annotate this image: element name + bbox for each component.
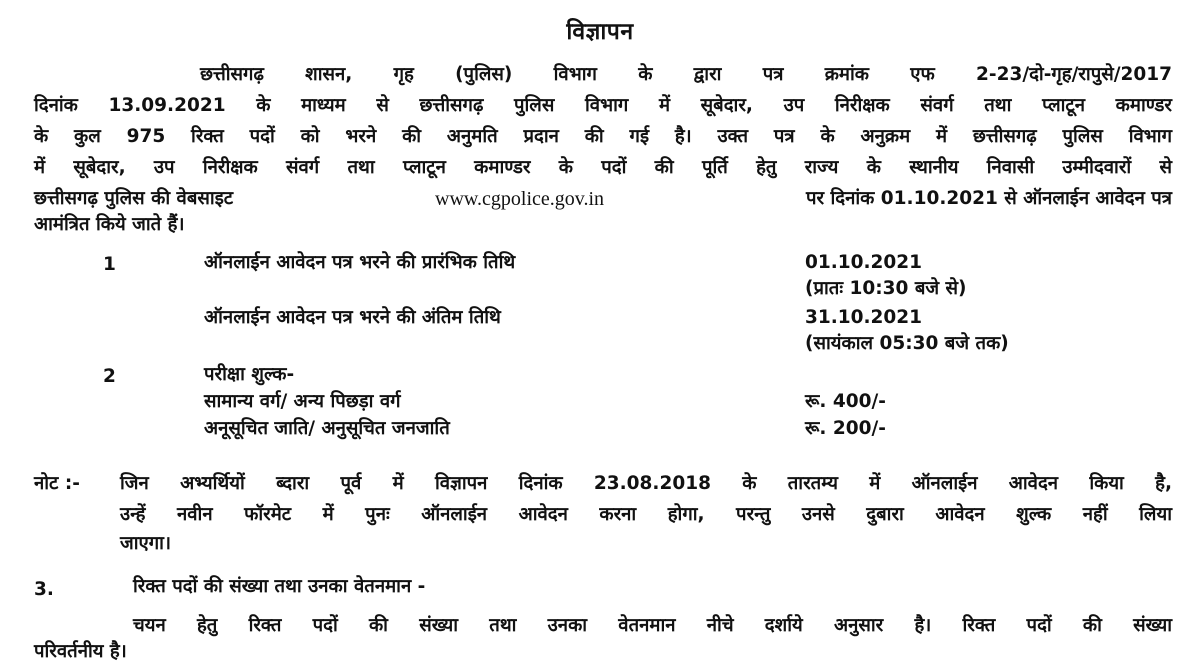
end-time-value: (सायंकाल 05:30 बजे तक) [805, 333, 1009, 354]
fee-general-amount: रू. 400/- [805, 391, 886, 412]
end-date-value: 31.10.2021 [805, 307, 923, 328]
fee-general-label: सामान्य वर्ग/ अन्य पिछड़ा वर्ग [204, 391, 401, 412]
page-title: विज्ञापन [566, 19, 634, 45]
website-url: www.cgpolice.gov.in [435, 188, 605, 210]
note-line-2: उन्हें नवीन फॉरमेट में पुनः ऑनलाईन आवेदन करना होगा, परन्तु उनसे दुबारा आवेदन शुल्क नहीं लिया [120, 504, 1172, 525]
intro-line-1: छत्तीसगढ़ शासन, गृह (पुलिस) विभाग के द्वारा पत्र क्रमांक एफ 2-23/दो-गृह/रापुसे/2017 [200, 64, 1172, 85]
end-date-label: ऑनलाईन आवेदन पत्र भरने की अंतिम तिथि [204, 307, 501, 328]
intro-line-5-after: पर दिनांक 01.10.2021 से ऑनलाईन आवेदन पत्र [805, 188, 1172, 209]
intro-line-5 [34, 184, 1172, 214]
fee-sc-label: अनूसूचित जाति/ अनुसूचित जनजाति [204, 418, 450, 439]
section-3-number: 3. [34, 579, 54, 600]
note-prefix: नोट :- [34, 473, 80, 494]
fee-heading: परीक्षा शुल्क- [204, 364, 295, 385]
item-number-1: 1 [103, 254, 116, 275]
note-line-3: जाएगा। [120, 533, 171, 554]
intro-line-5-before: छत्तीसगढ़ पुलिस की वेबसाइट [34, 188, 234, 209]
section-3-line-1: चयन हेतु रिक्त पदों की संख्या तथा उनका वेतनमान नीचे दर्शाये अनुसार है। रिक्त पदों की संख्या [133, 615, 1172, 636]
note-line-1: जिन अभ्यर्थियों ब्दारा पूर्व में विज्ञापन दिनांक 23.08.2018 के तारतम्य में ऑनलाईन आवेदन किया है, [120, 473, 1172, 494]
intro-line-3: के कुल 975 रिक्त पदों को भरने की अनुमति प्रदान की गई है। उक्त पत्र के अनुक्रम में छत्तीसगढ़ पुलिस विभाग [34, 126, 1172, 147]
item-number-2: 2 [103, 366, 116, 387]
section-3-line-2: परिवर्तनीय है। [34, 641, 127, 662]
start-time-value: (प्रातः 10:30 बजे से) [805, 278, 967, 299]
intro-line-4: में सूबेदार, उप निरीक्षक संवर्ग तथा प्लाटून कमाण्डर के पदों की पूर्ति हेतु राज्य के स्थानीय निवासी उम्मीदवारों से [34, 157, 1172, 178]
start-date-label: ऑनलाईन आवेदन पत्र भरने की प्रारंभिक तिथि [204, 252, 516, 273]
start-date-value: 01.10.2021 [805, 252, 923, 273]
section-3-heading: रिक्त पदों की संख्या तथा उनका वेतनमान - [133, 576, 426, 597]
intro-line-2: दिनांक 13.09.2021 के माध्यम से छत्तीसगढ़ पुलिस विभाग में सूबेदार, उप निरीक्षक संवर्ग तथा प्लाटून कमाण्डर [34, 95, 1172, 116]
intro-line-6: आमंत्रित किये जाते हैं। [34, 214, 185, 235]
fee-sc-amount: रू. 200/- [805, 418, 886, 439]
